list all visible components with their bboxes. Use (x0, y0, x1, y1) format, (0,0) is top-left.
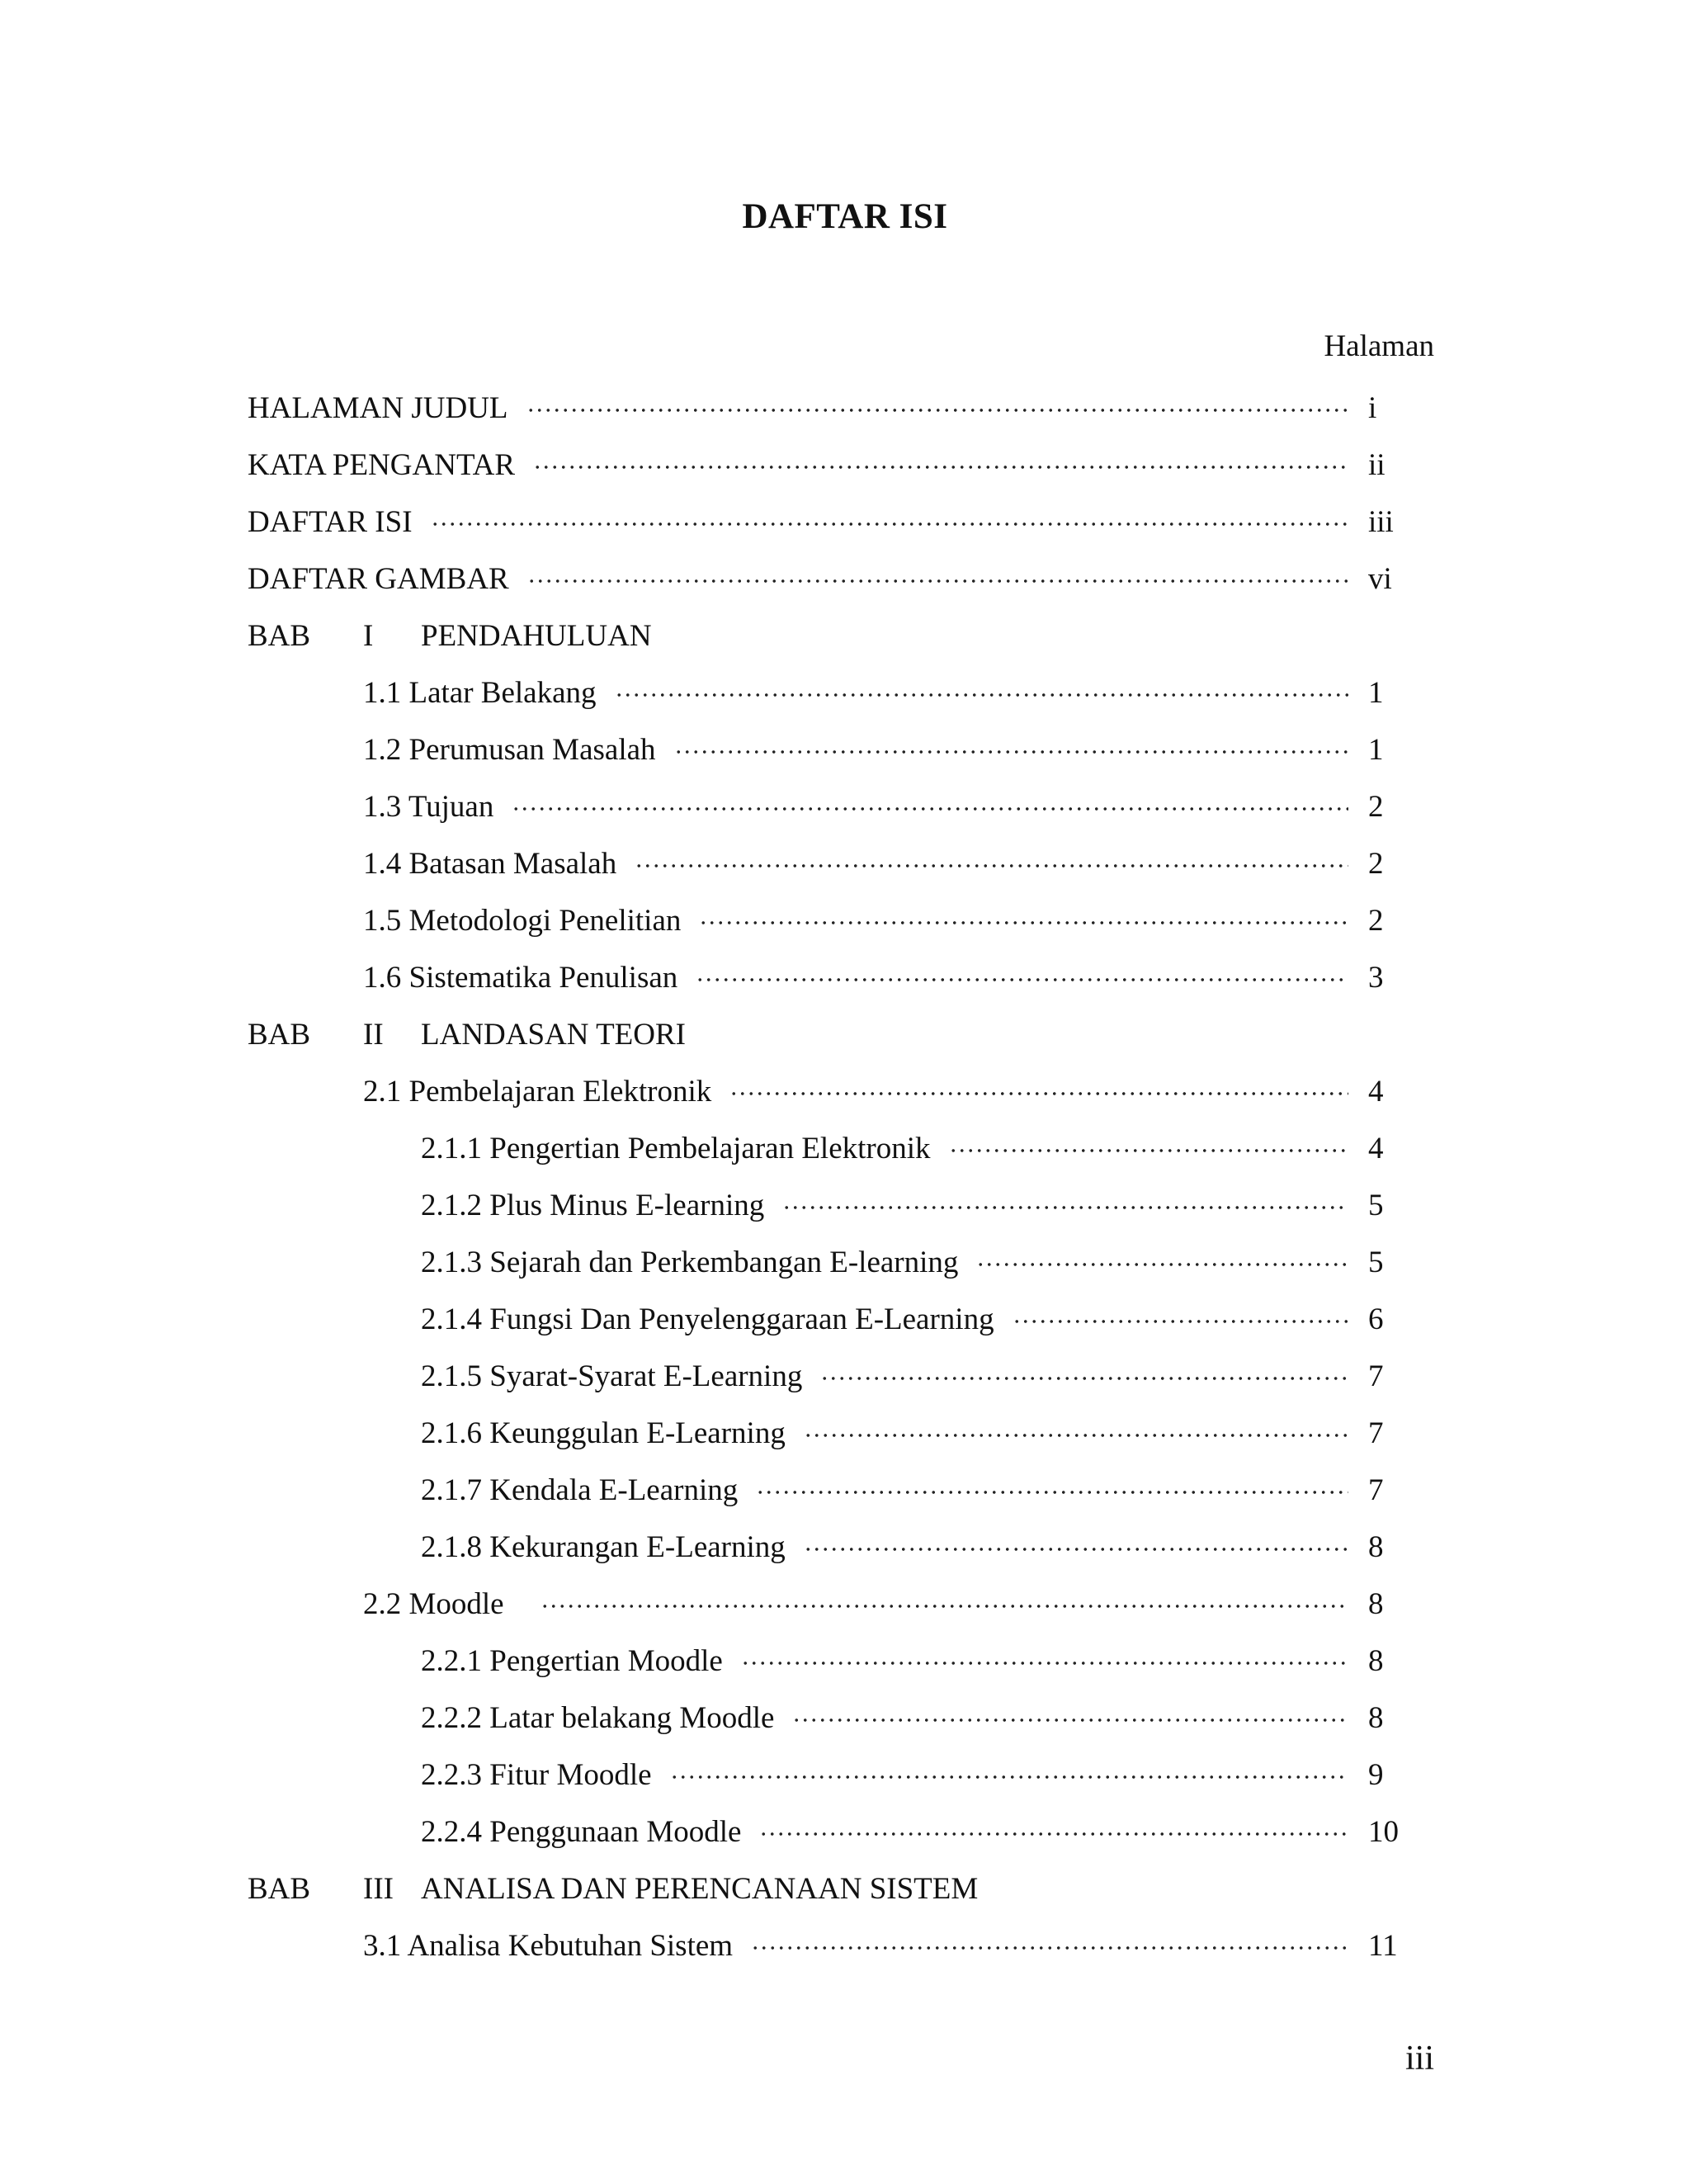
dot-leader (820, 1373, 1348, 1383)
toc-entry-label: KATA PENGANTAR (248, 448, 516, 482)
toc-entry (248, 1291, 1444, 1348)
dot-leader (635, 861, 1348, 871)
toc-entry-label: 1.4 Batasan Masalah (363, 847, 617, 881)
chapter-title: ANALISA DAN PERENCANAAN SISTEM (421, 1872, 979, 1906)
dot-leader (804, 1430, 1348, 1440)
toc-entry-label: DAFTAR ISI (248, 505, 413, 539)
chapter-heading-bab-1 (248, 607, 1444, 664)
toc-entry-page: 8 (1368, 1644, 1384, 1678)
toc-entry-page: 2 (1368, 904, 1384, 938)
toc-entry (248, 778, 1444, 835)
toc-entry-page: 11 (1368, 1929, 1398, 1963)
toc-entry-label: 2.2.3 Fitur Moodle (421, 1758, 652, 1792)
dot-leader (541, 1601, 1348, 1611)
chapter-number: I (363, 619, 374, 653)
dot-leader (674, 747, 1348, 757)
dot-leader (533, 462, 1348, 472)
toc-entry-page: 7 (1368, 1359, 1384, 1393)
chapter-heading-bab-2 (248, 1006, 1444, 1063)
toc-entry-label: 2.1 Pembelajaran Elektronik (363, 1075, 712, 1109)
toc-entry (248, 1177, 1444, 1234)
chapter-bab-label: BAB (248, 1872, 311, 1906)
page-number: iii (1404, 2040, 1434, 2078)
toc-entry-label: 2.2.1 Pengertian Moodle (421, 1644, 723, 1678)
toc-entry-label: HALAMAN JUDUL (248, 391, 508, 425)
toc-entry (248, 835, 1444, 892)
toc-entry-label: 2.2.4 Penggunaan Moodle (421, 1815, 742, 1849)
toc-entry (248, 1519, 1444, 1576)
toc-entry (248, 1747, 1444, 1803)
toc-entry-label: 2.1.1 Pengertian Pembelajaran Elektronik (421, 1132, 931, 1165)
dot-leader (729, 1089, 1348, 1099)
dot-leader (699, 918, 1348, 928)
toc-entry (248, 664, 1444, 721)
toc-entry-label: 2.1.7 Kendala E-Learning (421, 1473, 739, 1507)
table-of-contents (248, 380, 1444, 1974)
toc-entry-kata-pengantar (248, 437, 1444, 494)
toc-entry-page: 5 (1368, 1189, 1384, 1222)
chapter-number: III (363, 1872, 394, 1906)
toc-entry-page: 2 (1368, 790, 1384, 824)
toc-entry-page: 8 (1368, 1587, 1384, 1621)
toc-entry-label: 2.1.5 Syarat-Syarat E-Learning (421, 1359, 803, 1393)
dot-leader (782, 1203, 1348, 1213)
toc-entry (248, 1462, 1444, 1519)
toc-entry (248, 1576, 1444, 1633)
dot-leader (756, 1487, 1348, 1497)
toc-entry-page: 8 (1368, 1530, 1384, 1564)
dot-leader (615, 690, 1348, 700)
dot-leader (741, 1658, 1348, 1668)
toc-entry-label: 2.1.3 Sejarah dan Perkembangan E-learning (421, 1246, 959, 1279)
toc-entry-page: vi (1368, 562, 1392, 596)
toc-entry-page: 8 (1368, 1701, 1384, 1735)
dot-leader (527, 576, 1348, 586)
toc-entry-page: 7 (1368, 1473, 1384, 1507)
toc-entry-label: 2.1.2 Plus Minus E-learning (421, 1189, 765, 1222)
toc-entry-page: 9 (1368, 1758, 1384, 1792)
toc-entry-page: 5 (1368, 1246, 1384, 1279)
toc-entry-daftar-gambar (248, 551, 1444, 607)
toc-entry-page: 7 (1368, 1416, 1384, 1450)
toc-entry-label: 2.1.6 Keunggulan E-Learning (421, 1416, 786, 1450)
toc-entry (248, 1803, 1444, 1860)
toc-entry-label: 1.1 Latar Belakang (363, 676, 597, 710)
toc-entry-halaman-judul (248, 380, 1444, 437)
toc-entry-label: 1.3 Tujuan (363, 790, 494, 824)
toc-entry-page: 1 (1368, 676, 1384, 710)
chapter-heading-bab-3 (248, 1860, 1444, 1917)
dot-leader (670, 1772, 1348, 1782)
dot-leader (976, 1260, 1348, 1269)
toc-entry-label: 1.5 Metodologi Penelitian (363, 904, 682, 938)
toc-entry-label: 2.1.8 Kekurangan E-Learning (421, 1530, 786, 1564)
toc-entry (248, 1405, 1444, 1462)
toc-entry-page: 4 (1368, 1132, 1384, 1165)
chapter-title: LANDASAN TEORI (421, 1018, 687, 1052)
toc-entry-page: 4 (1368, 1075, 1384, 1109)
toc-entry-page: 1 (1368, 733, 1384, 767)
dot-leader (751, 1943, 1348, 1953)
toc-entry-label: 2.2 Moodle (363, 1587, 504, 1621)
dot-leader (526, 405, 1348, 415)
toc-entry-page: 6 (1368, 1302, 1384, 1336)
dot-leader (804, 1544, 1348, 1554)
toc-entry-page: 3 (1368, 961, 1384, 995)
toc-entry (248, 1348, 1444, 1405)
toc-entry-page: 2 (1368, 847, 1384, 881)
toc-entry-page: i (1368, 391, 1377, 425)
page-title: DAFTAR ISI (742, 197, 948, 236)
toc-entry-page: ii (1368, 448, 1386, 482)
dot-leader (696, 975, 1348, 985)
toc-entry-page: 10 (1368, 1815, 1399, 1849)
toc-entry-label: DAFTAR GAMBAR (248, 562, 509, 596)
toc-entry (248, 892, 1444, 949)
toc-entry (248, 949, 1444, 1006)
dot-leader (759, 1829, 1348, 1839)
toc-entry-label: 1.2 Perumusan Masalah (363, 733, 656, 767)
toc-entry-label: 1.6 Sistematika Penulisan (363, 961, 678, 995)
toc-entry (248, 1690, 1444, 1747)
toc-entry (248, 1120, 1444, 1177)
dot-leader (512, 804, 1348, 814)
page-column-header: Halaman (1324, 329, 1434, 363)
toc-entry-label: 2.2.2 Latar belakang Moodle (421, 1701, 775, 1735)
chapter-title: PENDAHULUAN (421, 619, 652, 653)
toc-entry (248, 1234, 1444, 1291)
dot-leader (1013, 1317, 1348, 1326)
toc-entry (248, 1063, 1444, 1120)
toc-entry-page: iii (1368, 505, 1394, 539)
chapter-number: II (363, 1018, 384, 1052)
toc-entry (248, 721, 1444, 778)
toc-entry-label: 2.1.4 Fungsi Dan Penyelenggaraan E-Learning (421, 1302, 994, 1336)
chapter-bab-label: BAB (248, 1018, 311, 1052)
dot-leader (431, 519, 1348, 529)
toc-entry (248, 1633, 1444, 1690)
dot-leader (792, 1715, 1348, 1725)
toc-entry (248, 1917, 1444, 1974)
toc-entry-daftar-isi (248, 494, 1444, 551)
toc-entry-label: 3.1 Analisa Kebutuhan Sistem (363, 1929, 734, 1963)
chapter-bab-label: BAB (248, 619, 311, 653)
dot-leader (949, 1146, 1348, 1156)
